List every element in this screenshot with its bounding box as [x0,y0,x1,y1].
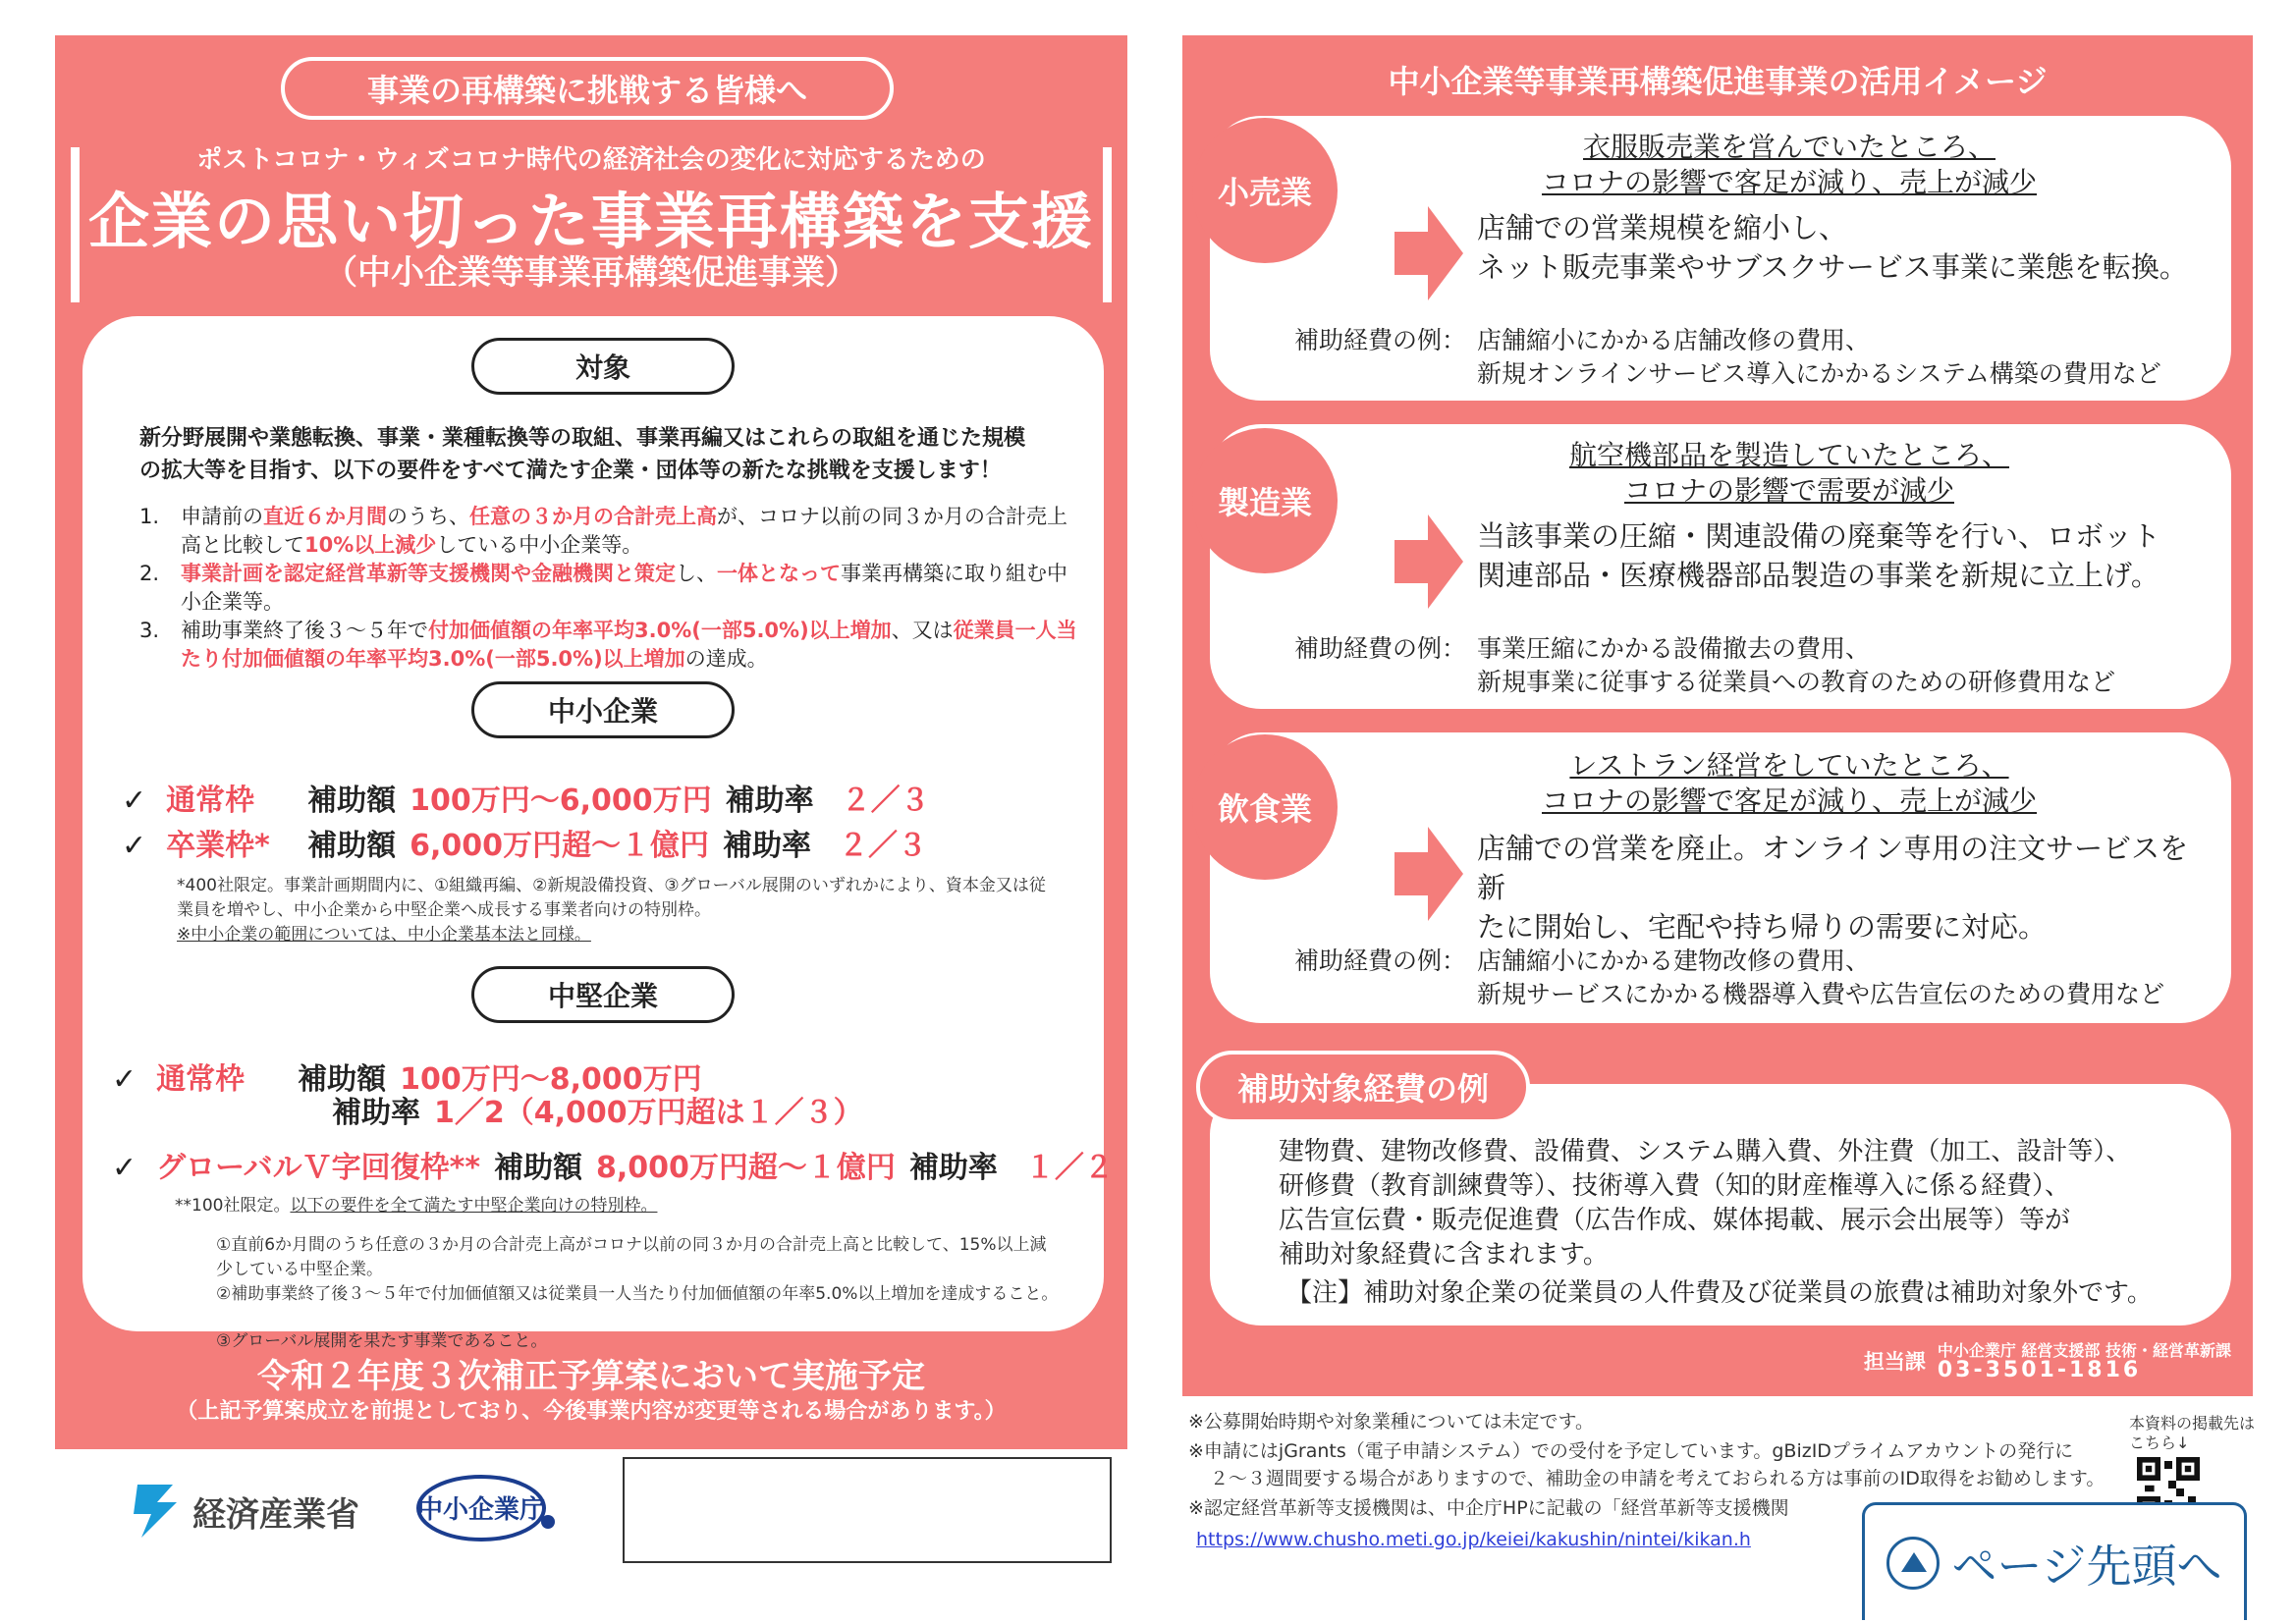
footnote: ※公募開始時期や対象業種については未定です。 [1188,1411,1595,1433]
mid-condition: ③グローバル展開を果たす事業であること。 [216,1331,548,1351]
case-card-restaurant [1210,732,2231,1023]
arrow-right-icon [1394,206,1463,300]
mid-tier-row: ✓ グローバルＶ字回復枠** 補助額 8,000万円超～１億円 補助率 １／２ [112,1151,1114,1185]
arrow-up-circle-icon [1886,1537,1940,1590]
case-headline: 衣服販売業を営んでいたところ、 コロナの影響で客足が減り、売上が減少 [1541,131,2037,198]
case-example: 補助経費の例： 店舗縮小にかかる建物改修の費用、 新規サービスにかかる機器導入費や広告宣伝のための費用など [1294,947,2165,1008]
arrow-right-icon [1394,514,1463,609]
meti-logo-icon [128,1481,183,1542]
expense-list: 建物費、建物改修費、設備費、システム購入費、外注費（加工、設計等）、 研修費（教育訓練費等）、技術導入費（知的財産権導入に係る経費）、 広告宣伝費・販売促進費（広告作成、媒体掲載、展示会出展等）等が 補助対象経費に含まれます。 [1279,1137,2132,1270]
contact-phone: 03-3501-1816 [1937,1358,2142,1382]
case-headline: 航空機部品を製造していたところ、 コロナの影響で需要が減少 [1568,439,2009,507]
case-description: 店舗での営業を廃止。オンライン専用の注文サービスを新 たに開始し、宅配や持ち帰りの需要に対応。 [1477,832,2189,944]
mid-label: 中堅企業 [471,966,735,1023]
mid-condition: ①直前6か月間のうち任意の３か月の合計売上高がコロナ以前の同３か月の合計売上高と比較して、15%以上減少している中堅企業。 [216,1235,1047,1279]
support-agency-link[interactable]: https://www.chusho.meti.go.jp/keiei/kakushin/nintei/kikan.h [1196,1529,1751,1550]
footnote: ※申請にはjGrants（電子申請システム）での受付を予定しています。gBizIDプライムアカウントの発行に [1188,1440,2074,1462]
page-top-button[interactable]: ページ先頭へ [1862,1502,2247,1620]
blank-box [623,1457,1112,1563]
left-flyer-panel [55,35,1127,1449]
industry-tag-retail: 小売業 [1192,118,1338,263]
sme-tier-row: ✓ 卒業枠* 補助額 6,000万円超～１億円 補助率 ２／３ [122,829,928,863]
header-pill: 事業の再構築に挑戦する皆様へ [281,57,894,120]
case-card-retail [1210,116,2231,401]
expense-tag: 補助対象経費の例 [1196,1051,1530,1123]
subtitle: ポストコロナ・ウィズコロナ時代の経済社会の変化に対応するための [196,145,986,175]
qr-caption: 本資料の掲載先はこちら↓ [2129,1414,2256,1452]
requirement-item: 2. 事業計画を認定経営革新等支援機関や金融機関と策定し、一体となって事業再構築に取り組む中小企業等。 [139,562,1067,614]
chusho-logo [412,1467,560,1549]
sme-note: *400社限定。事業計画期間内に、①組織再編、②新規設備投資、③グローバル展開のいずれかにより、資本金又は従業員を増やし、中小企業から中堅企業へ成長する事業者向けの特別枠。 [177,876,1046,920]
intro-text: 新分野展開や業態転換、事業・業種転換等の取組、事業再編又はこれらの取組を通じた規模の拡大等を目指す、以下の要件をすべて満たす企業・団体等の新たな挑戦を支援します！ [139,426,1026,483]
target-label: 対象 [471,338,735,395]
sme-range-note: ※中小企業の範囲については、中小企業基本法と同様。 [177,925,591,945]
mid-tier-row: ✓ 通常枠 補助額 100万円～8,000万円 [112,1062,702,1097]
requirements-card [82,316,1114,1351]
case-example: 補助経費の例： 店舗縮小にかかる店舗改修の費用、 新規オンラインサービス導入にかかるシステム構築の費用など [1294,326,2161,388]
case-card-manufacturing [1210,424,2231,709]
contact-info: 担当課 中小企業庁 経営支援部 技術・経営革新課 03-3501-1816 [1863,1341,2231,1382]
mid-tier-rate: 補助率 1／2（4,000万円超は１／３） [332,1096,863,1130]
mid-condition: ②補助事業終了後３～５年で付加価値額又は従業員一人当たり付加価値額の年率5.0%以上増加を達成すること。 [216,1284,1059,1304]
arrow-right-icon [1394,827,1463,921]
program-name: （中小企業等事業再構築促進事業） [324,253,858,293]
sme-label: 中小企業 [471,681,735,738]
footnote: ※認定経営革新等支援機関は、中企庁HPに記載の「経営革新等支援機関 [1188,1497,1789,1519]
industry-tag-manufacturing: 製造業 [1192,428,1338,573]
case-description: 当該事業の圧縮・関連設備の廃棄等を行い、ロボット 関連部品・医療機器部品製造の事業を新規に立上げ。 [1477,519,2161,592]
usage-title: 中小企業等事業再構築促進事業の活用イメージ [1388,63,2048,100]
case-example: 補助経費の例： 事業圧縮にかかる設備撤去の費用、 新規事業に従事する従業員への教育のための研修費用など [1294,634,2116,696]
footnote: ２～３週間要する場合がありますので、補助金の申請を考えておられる方は事前のID取得をお勧めします。 [1210,1468,2105,1489]
meti-logo: 経済産業省 [128,1481,359,1542]
page-title: 企業の思い切った事業再構築を支援 [87,186,1094,257]
sme-tier-row: ✓ 通常枠 補助額 100万円～6,000万円 補助率 ２／３ [122,784,930,818]
right-flyer-panel [1182,35,2253,1396]
budget-statement: 令和２年度３次補正予算案において実施予定 [257,1357,925,1396]
budget-disclaimer: （上記予算案成立を前提としており、今後事業内容が変更等される場合があります。） [176,1399,1007,1424]
expense-note: 【注】補助対象企業の従業員の人件費及び従業員の旅費は補助対象外です。 [1286,1278,2153,1308]
requirement-item: 1. 申請前の直近６か月間のうち、任意の３か月の合計売上高が、コロナ以前の同３か月の合計売上高と比較して10%以上減少している中小企業等。 [139,505,1067,557]
mid-note: **100社限定。以下の要件を全て満たす中堅企業向けの特別枠。 [175,1196,658,1216]
case-headline: レストラン経営をしていたところ、 コロナの影響で客足が減り、売上が減少 [1541,749,2037,817]
industry-tag-restaurant: 飲食業 [1192,734,1338,880]
chusho-logo-text: 中小企業庁 [416,1495,546,1525]
requirement-item: 3. 補助事業終了後３～５年で付加価値額の年率平均3.0%(一部5.0%)以上増加、又は従業員一人当たり付加価値額の年率平均3.0%(一部5.0%)以上増加の達成。 [139,619,1077,671]
case-description: 店舗での営業規模を縮小し、 ネット販売事業やサブスクサービス事業に業態を転換。 [1477,211,2188,284]
requirement-list [139,503,1082,674]
